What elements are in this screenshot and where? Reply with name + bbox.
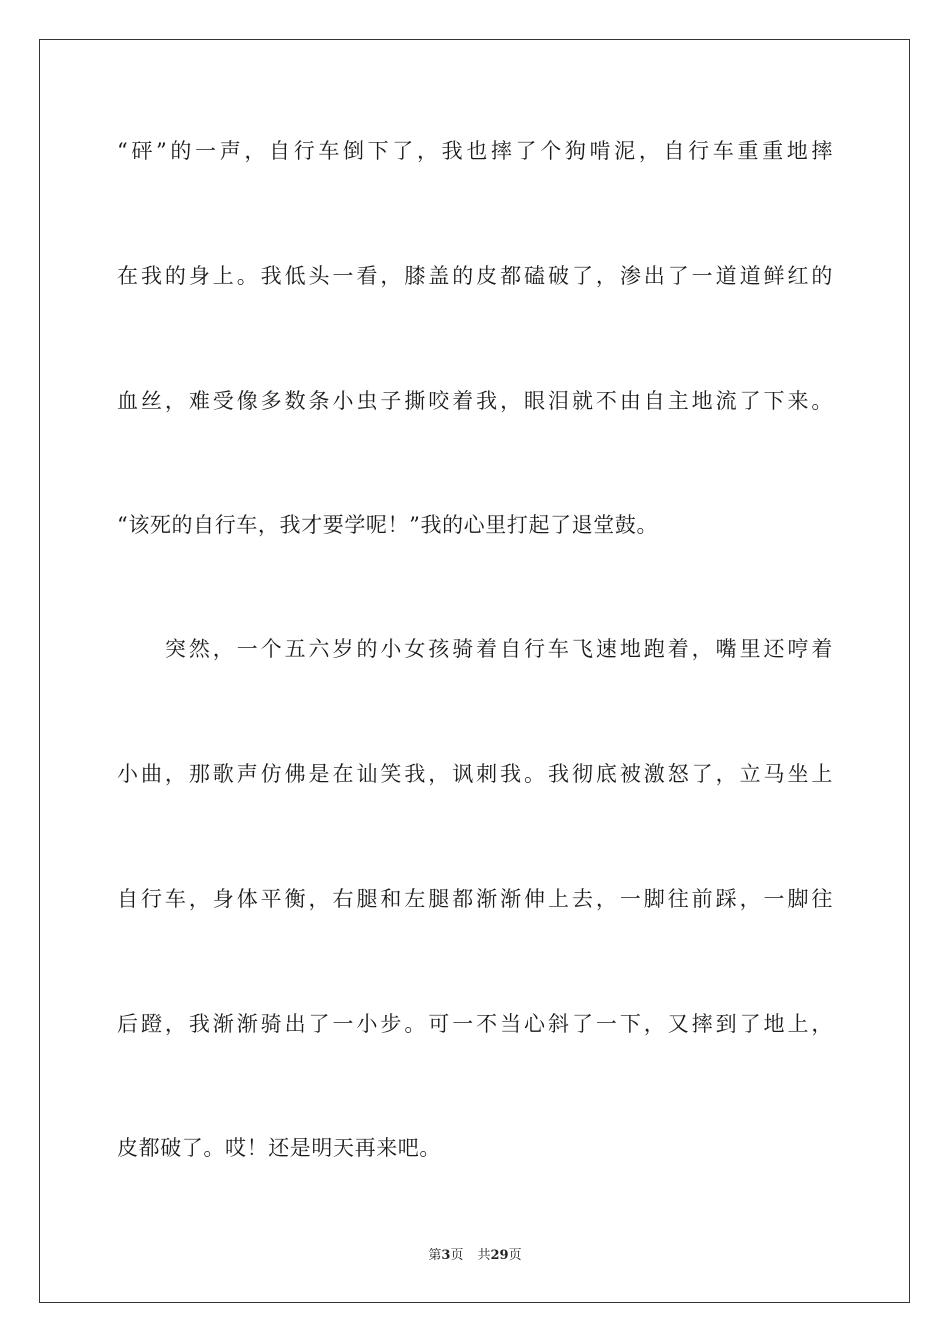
page-number: 3	[441, 1248, 451, 1263]
page-suffix: 页	[450, 1248, 464, 1263]
text-line-3: 血丝，难受像多数条小虫子撕咬着我，眼泪就不由自主地流了下来。	[117, 389, 833, 413]
page-border	[39, 39, 910, 1303]
text-line-7: 自行车，身体平衡，右腿和左腿都渐渐伸上去，一脚往前踩，一脚往	[117, 887, 833, 911]
text-line-2: 在我的身上。我低头一看，膝盖的皮都磕破了，渗出了一道道鲜红的	[117, 264, 833, 288]
text-line-4: “该死的自行车，我才要学呢！”我的心里打起了退堂鼓。	[117, 513, 659, 537]
total-pages: 29	[490, 1248, 509, 1263]
text-line-1: “砰”的一声，自行车倒下了，我也摔了个狗啃泥，自行车重重地摔	[117, 139, 833, 163]
page-footer	[0, 1247, 950, 1265]
text-line-6: 小曲，那歌声仿佛是在讪笑我，讽刺我。我彻底被激怒了，立马坐上	[117, 762, 833, 786]
text-line-9: 皮都破了。哎！还是明天再来吧。	[117, 1136, 441, 1160]
text-line-8: 后蹬，我渐渐骑出了一小步。可一不当心斜了一下，又摔到了地上，	[117, 1012, 833, 1036]
total-prefix: 共	[477, 1248, 491, 1263]
total-suffix: 页	[508, 1248, 522, 1263]
paragraph-start-line-5: 突然，一个五六岁的小女孩骑着自行车飞速地跑着，嘴里还哼着	[117, 637, 833, 661]
page-prefix: 第	[428, 1248, 442, 1263]
